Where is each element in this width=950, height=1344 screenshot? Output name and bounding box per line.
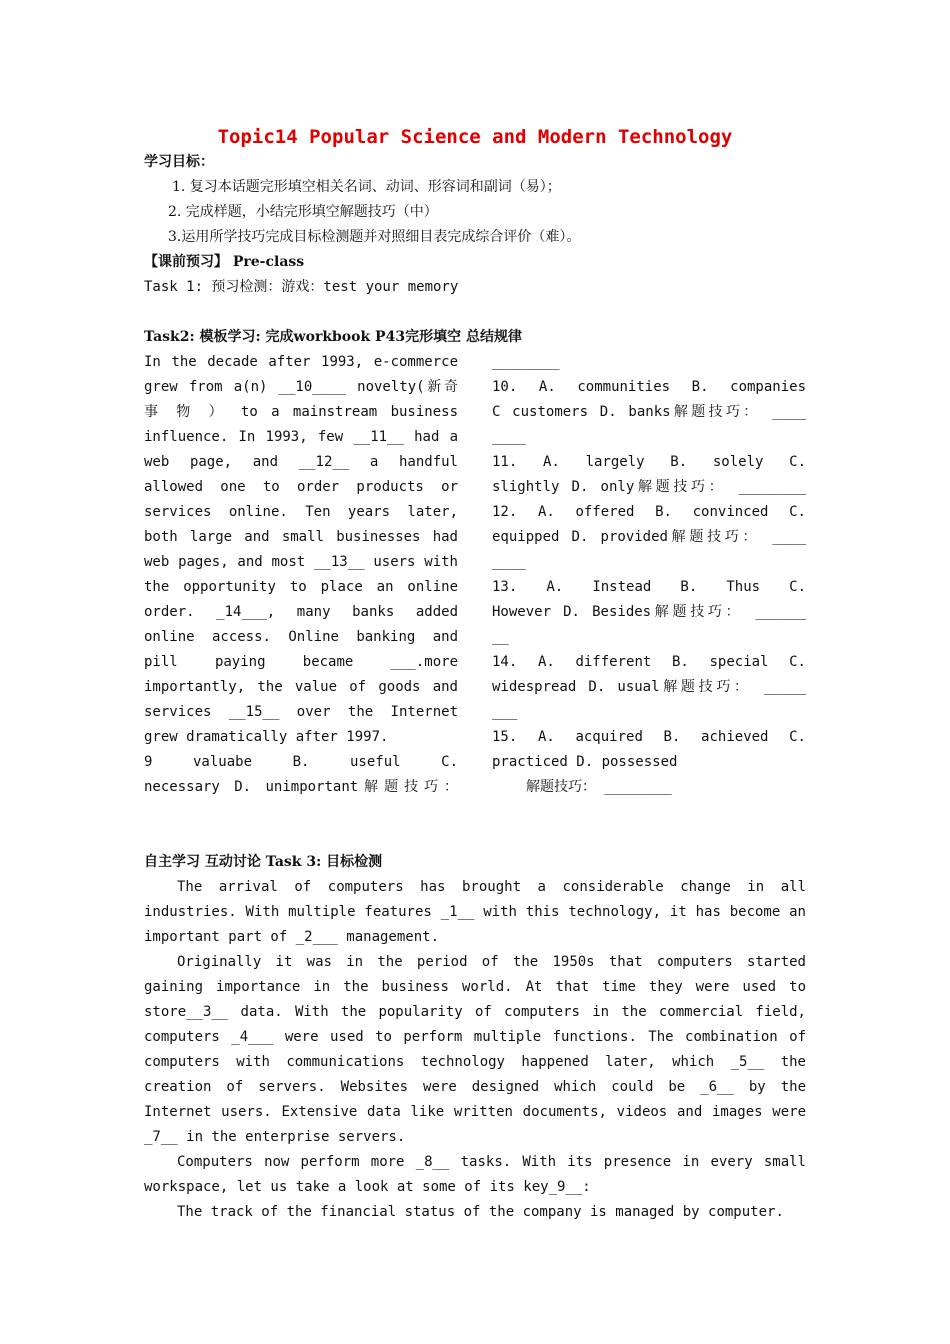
answer-blank: ________ <box>492 354 560 370</box>
option-line: practiced D. possessed <box>492 754 678 770</box>
passage-line: web page, and __12__ a handful <box>144 454 458 470</box>
answer-blank: 解题技巧： ________ <box>526 779 672 795</box>
option-line: slightly D. only解题技巧： ________ <box>492 479 806 495</box>
passage-line: allowed one to order products or <box>144 479 458 495</box>
answer-blank: ____ <box>492 429 526 445</box>
option-line: widespread D. usual解题技巧： _____ <box>492 679 806 695</box>
passage-line: services online. Ten years later, <box>144 504 458 520</box>
option-line: 9 valuabe B. useful C. <box>144 754 458 770</box>
option-line: 14. A. different B. special C. <box>492 654 806 670</box>
passage-line: grew dramatically after 1997. <box>144 729 389 745</box>
page-title: Topic14 Popular Science and Modern Technology <box>217 126 733 148</box>
objective-item: 1. 复习本话题完形填空相关名词、动词、形容词和副词（易）； <box>172 179 561 195</box>
task3-paragraph: Computers now perform more _8__ tasks. With its presence in every small workspace, let us take a look at some of its key_9__: <box>144 1154 806 1195</box>
passage-line: grew from a(n) __10____ novelty(新奇 <box>144 379 458 395</box>
answer-blank: __ <box>492 629 509 645</box>
answer-blank: ___ <box>492 704 518 720</box>
task2-columns <box>144 350 806 800</box>
task2-options-column <box>492 350 806 800</box>
passage-line: online access. Online banking and <box>144 629 458 645</box>
task2-passage-column <box>144 350 458 800</box>
document-page <box>144 124 806 1225</box>
task3-paragraph: Originally it was in the period of the 1950s that computers started gaining importance in the business world. At that time they were used to store__3__ data. With the popularity of computers in the commercial field, computers _4___ were used to perform multiple functions. The combination of computers with communications technology happened later, which _5__ the creation of servers. Websites were designed which could be _6__ by the Internet users. Extensive data like written documents, videos and images were _7__ in the enterprise servers. <box>144 954 806 1145</box>
passage-line: order. _14___, many banks added <box>144 604 458 620</box>
passage-line: importantly, the value of goods and <box>144 679 458 695</box>
option-line: 15. A. acquired B. achieved C. <box>492 729 806 745</box>
passage-line: services __15__ over the Internet <box>144 704 458 720</box>
task2-heading: Task2: 模板学习: 完成workbook P43完形填空 总结规律 <box>144 329 522 345</box>
passage-line: the opportunity to place an online <box>144 579 458 595</box>
objective-item: 3.运用所学技巧完成目标检测题并对照细目表完成综合评价（难）。 <box>168 229 581 245</box>
passage-line: pill paying became ___.more <box>144 654 458 670</box>
passage-line: In the decade after 1993, e-commerce <box>144 354 458 370</box>
answer-blank: ____ <box>492 554 526 570</box>
passage-line: both large and small businesses had <box>144 529 458 545</box>
option-line: However D. Besides解题技巧： ______ <box>492 604 806 620</box>
option-line: 11. A. largely B. solely C. <box>492 454 806 470</box>
option-line: 10. A. communities B. companies <box>492 379 806 395</box>
option-line: equipped D. provided解题技巧： ____ <box>492 529 806 545</box>
option-line: 13. A. Instead B. Thus C. <box>492 579 806 595</box>
passage-line: 事 物 ） to a mainstream business <box>144 404 458 420</box>
option-line: necessary D. unimportant解题技巧： <box>144 779 458 795</box>
objectives-heading: 学习目标： <box>144 154 214 170</box>
passage-line: web pages, and most __13__ users with <box>144 554 458 570</box>
task3-paragraph: The arrival of computers has brought a considerable change in all industries. With multiple features _1__ with this technology, it has become an important part of _2___ management. <box>144 879 806 945</box>
task1-line: Task 1: 预习检测：游戏：test your memory <box>144 279 459 295</box>
task3-paragraph: The track of the financial status of the company is managed by computer. <box>177 1204 784 1220</box>
task3-heading: 自主学习 互动讨论 Task 3: 目标检测 <box>144 854 383 870</box>
option-line: 12. A. offered B. convinced C. <box>492 504 806 520</box>
preclass-heading: 【课前预习】 Pre-class <box>144 254 305 270</box>
objective-item: 2. 完成样题，小结完形填空解题技巧（中） <box>168 204 438 220</box>
passage-line: influence. In 1993, few __11__ had a <box>144 429 458 445</box>
option-line: C customers D. banks解题技巧： ____ <box>492 404 806 420</box>
